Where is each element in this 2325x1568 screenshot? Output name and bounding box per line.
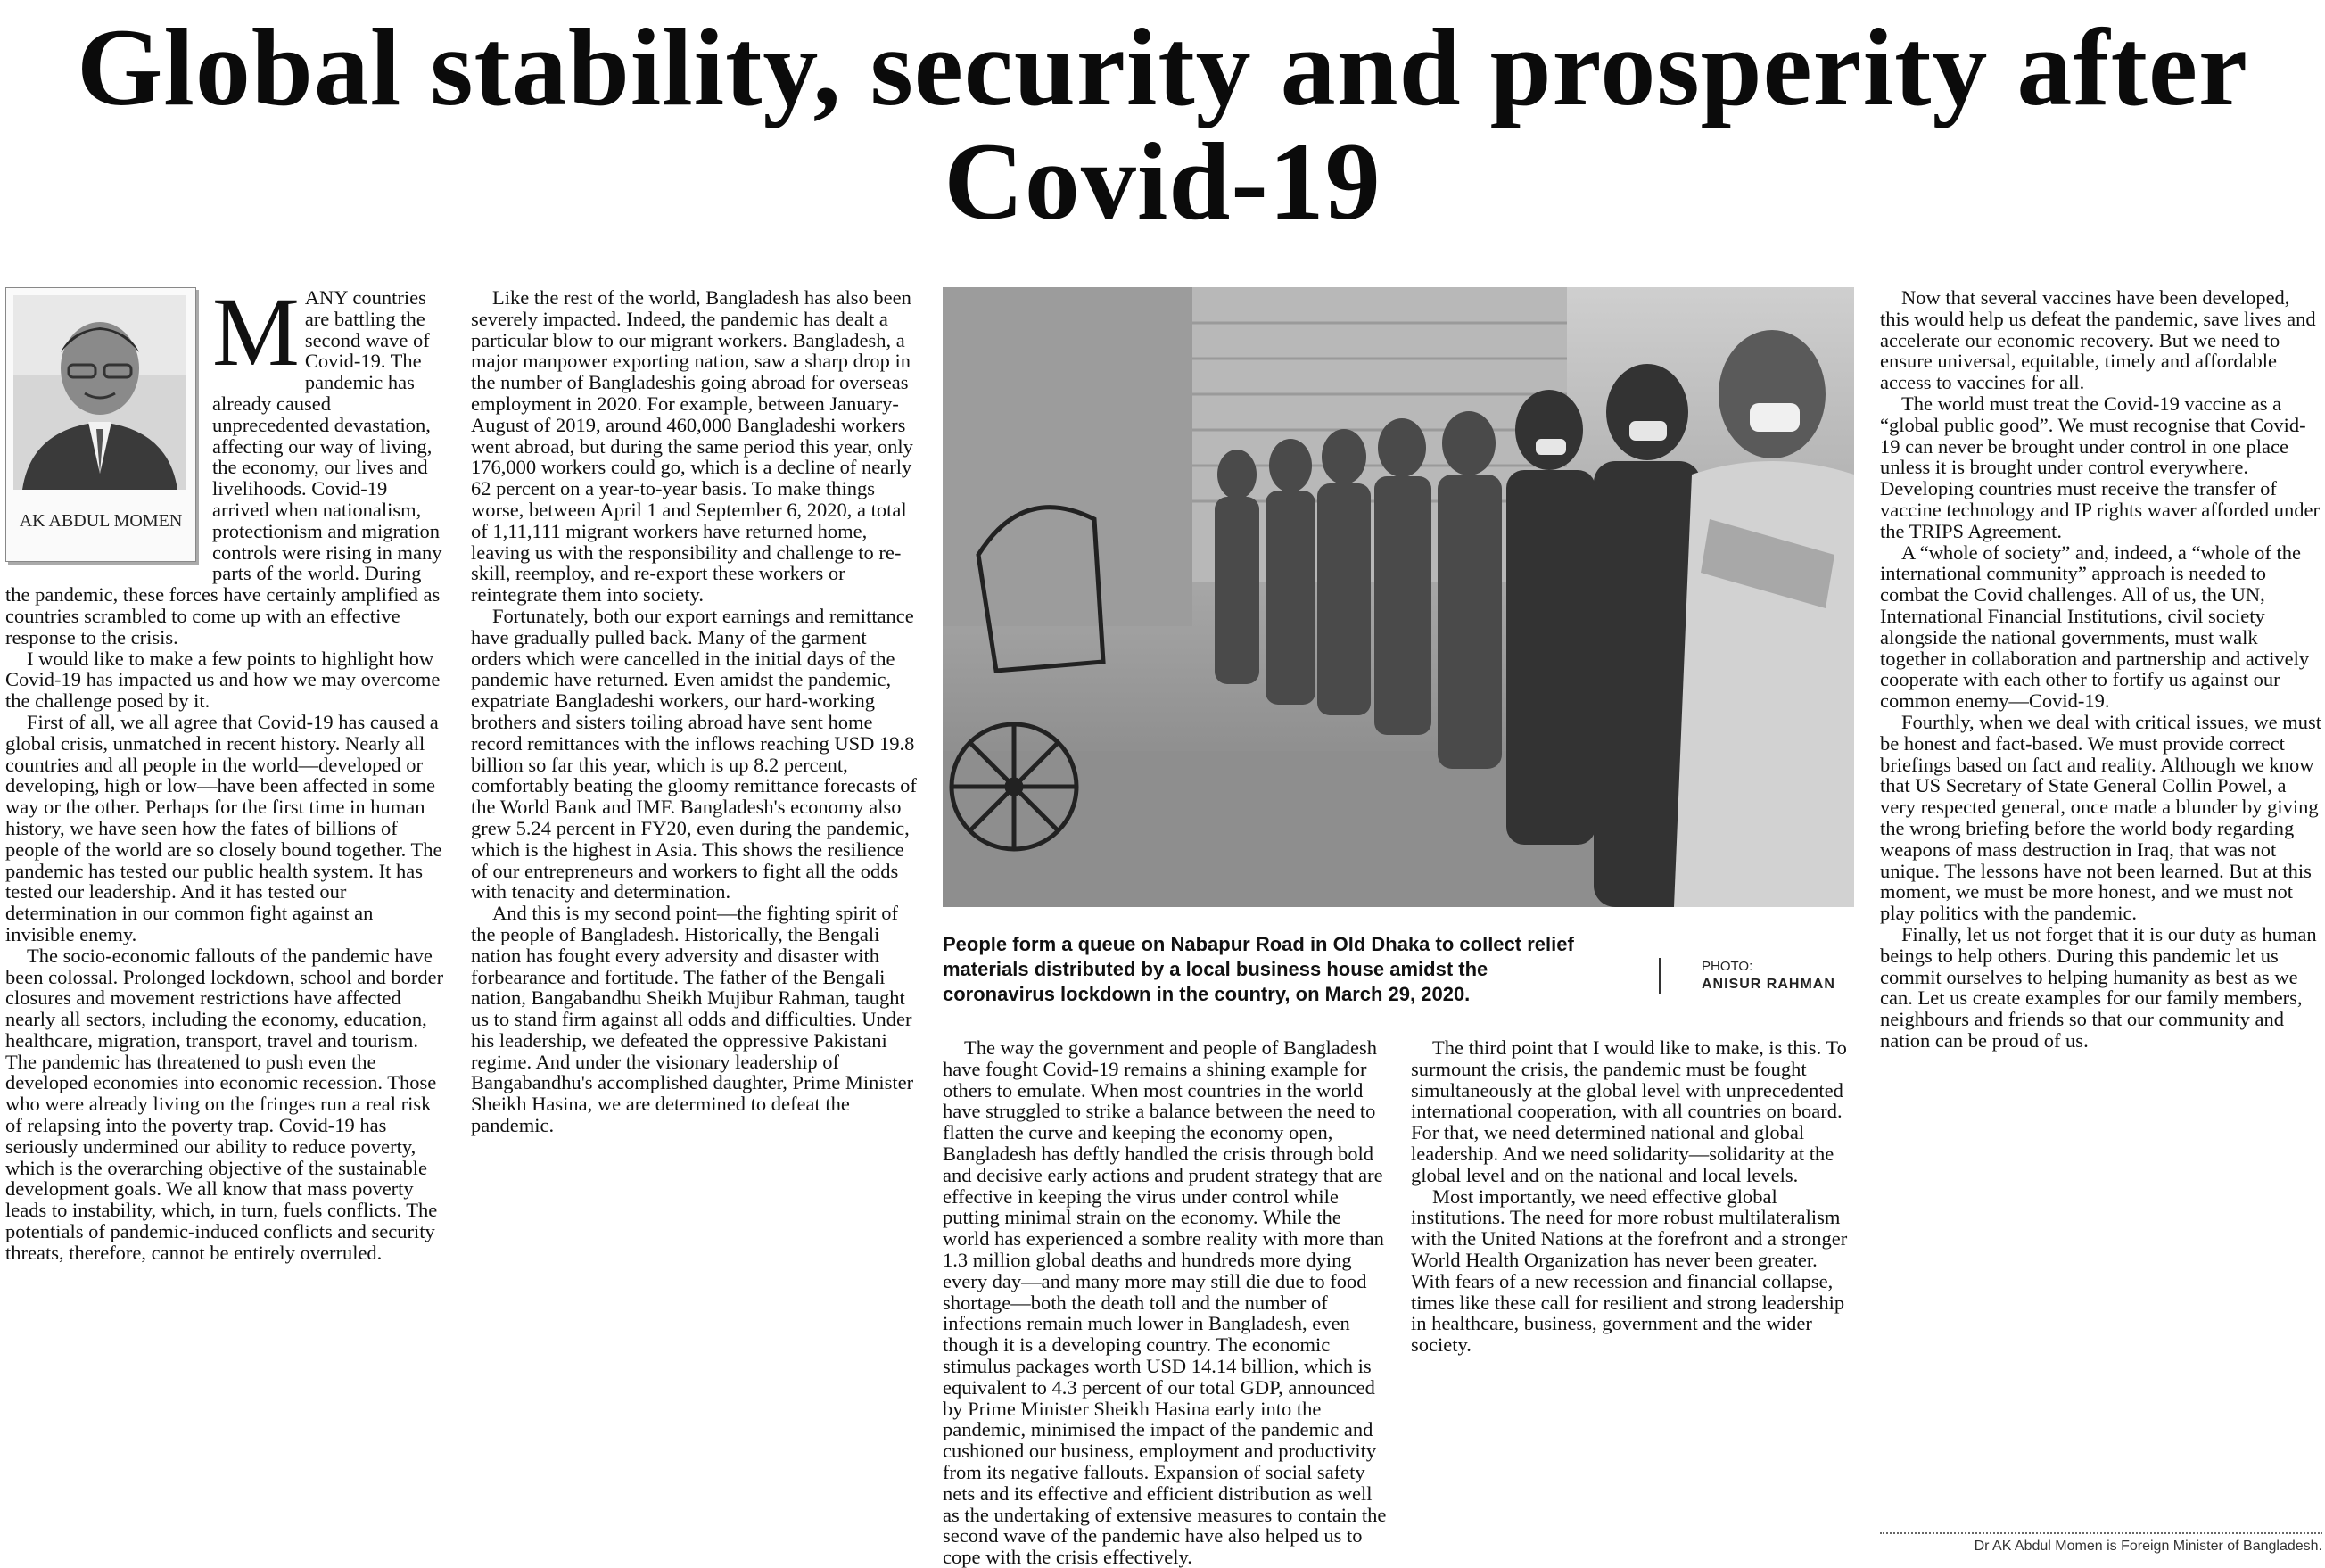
article-column-2 [471, 287, 917, 1554]
credit-divider [1659, 958, 1661, 994]
article-paragraph: I would like to make a few points to highlight how Covid-19 has impacted us and how we may overcome the challenge posed by it. [5, 647, 441, 713]
author-box [5, 287, 196, 562]
article-paragraph: Fortunately, both our export earnings and remittance have gradually pulled back. Many of the garment orders which were cancelled in the initial days of the pandemic have returned. Even amidst the pandemic, expatriate Bangladeshi workers, our hard-working brothers and sisters toiling abroad have sent home record remittances with the inflows reaching USD 19.8 billion so far this year, which is up 8.2 percent, comfortably beating the gloomy remittance forecasts of the World Bank and IMF. Bangladesh's economy also grew 5.24 percent in FY20, even during the pandemic, which is the highest in Asia. This shows the resilience of our entrepreneurs and workers to fight all the odds with tenacity and determination. [471, 604, 917, 904]
article-paragraph: The socio-economic fallouts of the pandemic have been colossal. Prolonged lockdown, school and border closures and movement restrictions have affected nearly all sectors, including the economy, education, healthcare, migration, transport, travel and tourism. The pandemic has threatened to push even the developed economies into economic recession. Those who were already living on the fringes run a real risk of relapsing into the poverty trap. Covid-19 has seriously undermined our ability to reduce poverty, which is the overarching objective of the sustainable development goals. We all know that mass poverty leads to instability, which, in turn, fuels conflicts. The potentials of pandemic-induced conflicts and security threats, therefore, cannot be entirely overruled. [5, 944, 444, 1264]
article-paragraph: MANY countries are battling the second wave of Covid-19. The pandemic has already caused unprecedented devastation, affecting our way of living, the economy, our lives and livelihoods. Covid-19 arrived when nationalism, protectionism and migration controls were rising in many parts of the world. During the pandemic, these forces have certainly amplified as countries scrambled to come up with an effective response to the crisis. [5, 277, 442, 648]
article-paragraph: A “whole of society” and, indeed, a “whole of the international community” approach is needed to combat the Covid challenges. All of us, the UN, International Financial Institutions, civil society alongside the national governments, must walk together in collaboration and partnership and actively cooperate with each other to fortify us against our common enemy—Covid-19. [1880, 541, 2310, 713]
article-paragraph: First of all, we all agree that Covid-19 has caused a global crisis, unmatched in recent history. Nearly all countries and all people in the world—developed or developing, high or low—have been affected in some way or the other. Perhaps for the first time in human history, we have seen how the fates of billions of people of the world are so closely bound together. The pandemic has tested our public health system. It has tested our leadership. And it has tested our determination in our common fight against an invisible enemy. [5, 710, 442, 945]
photo-credit-label: PHOTO: [1702, 959, 1753, 974]
author-name: AK ABDUL MOMEN [19, 511, 183, 531]
article-paragraph: The world must treat the Covid-19 vaccine as a “global public good”. We must recognise that Covid-19 can never be brought under control in one place unless it is brought under control everywhere. Developing countries must receive the transfer of vaccine technology and IP rights waver afforded under the TRIPS Agreement. [1880, 392, 2320, 542]
photo-caption: People form a queue on Nabapur Road in Old Dhaka to collect relief materials distributed by a local business house amidst the coronavirus lockdown in the country, on March 29, 2020. [943, 933, 1574, 1005]
photo-credit [1702, 958, 1858, 994]
article-paragraph: And this is my second point—the fighting spirit of the people of Bangladesh. Historically, the Bengali nation has fought every adversity and disaster with forbearance and fortitude. The father of the Bengali nation, Bangabandhu Sheikh Mujibur Rahman, taught us to stand firm against all odds and difficulties. Under his leadership, we defeated the oppressive Pakistani regime. And under the visionary leadership of Bangabandhu's accomplished daughter, Prime Minister Sheikh Hasina, we are determined to defeat the pandemic. [471, 902, 914, 1137]
author-bio-note: Dr AK Abdul Momen is Foreign Minister of Bangladesh. [1974, 1539, 2322, 1554]
article-paragraph: The way the government and people of Bangladesh have fought Covid-19 remains a shining example for others to emulate. When most countries in the world have struggled to strike a balance between the need to flatten the curve and keeping the economy open, Bangladesh has deftly handled the crisis through bold and decisive early actions and prudent strategy that are effective in keeping the virus under control while putting minimal strain on the economy. While the world has experienced a sombre reality with more than 1.3 million global deaths and hundreds more dying every day—and many more may still die due to food shortage—both the death toll and the number of infections remain much lower in Bangladesh, even though it is a developing country. The economic stimulus packages worth USD 14.14 billion, which is equivalent to 4.3 percent of our total GDP, announced by Prime Minister Sheikh Hasina early into the pandemic, minimised the impact of the pandemic and cushioned our business, employment and productivity from its negative fallouts. Expansion of social safety nets and its effective and efficient distribution as well as the undertaking of extensive measures to contain the second wave of the pandemic have also helped us to cope with the crisis effectively. [943, 1036, 1387, 1568]
article-paragraph: Like the rest of the world, Bangladesh has also been severely impacted. Indeed, the pandemic has dealt a particular blow to our migrant workers. Bangladesh, a major manpower exporting nation, saw a sharp drop in the number of Bangladeshis going abroad for overseas employment in 2020. For example, between January-August of 2019, around 460,000 Bangladeshi workers went abroad, but during the same period this year, only 176,000 workers could go, which is a decline of nearly 62 percent on a year-to-year basis. To make things worse, between April 1 and September 6, 2020, a total of 1,11,111 migrant workers have returned home, leaving us with the responsibility and challenge to re-skill, reemploy, and re-export these workers or reintegrate them into society. [471, 286, 913, 607]
article-column-4 [1411, 1037, 1857, 1555]
article-column-3 [943, 1036, 1389, 1568]
photographer-name: ANISUR RAHMAN [1702, 977, 1835, 992]
article-column-1 [5, 277, 444, 1554]
footer-divider [1880, 1532, 2322, 1534]
article-paragraph: Fourthly, when we deal with critical issues, we must be honest and fact-based. We must provide correct briefings based on fact and reality. Although we know that US Secretary of State General Collin Powel, a very respected general, once made a blunder by giving the wrong briefing before the world body regarding weapons of mass destruction in Iraq, that was not unique. The lessons have not been learned. But at this moment, we must be more honest, and we must not play politics with the pandemic. [1880, 710, 2321, 925]
article-column-5 [1880, 287, 2322, 1554]
article-paragraph: The third point that I would like to make, is this. To surmount the crisis, the pandemic must be fought simultaneously at the global level with unprecedented international cooperation, with all countries on board. For that, we need determined national and global leadership. And we need solidarity—solidarity at the global level and on the national and local levels. [1411, 1036, 1847, 1186]
headline: Global stability, security and prosperity after Covid-19 [76, 6, 2249, 243]
article-paragraph: Now that several vaccines have been developed, this would help us defeat the pandemic, save lives and accelerate our economic recovery. But we need to ensure universal, equitable, timely and affordable access to vaccines for all. [1880, 286, 2316, 394]
author-portrait [13, 295, 186, 490]
article-paragraph: Finally, let us not forget that it is our duty as human beings to help others. During this pandemic let us commit ourselves to helping humanity as best as we can. Let us create examples for our family members, neighbours and friends so that our community and nation can be proud of us. [1880, 922, 2317, 1052]
news-photo [943, 287, 1854, 907]
drop-cap: M [212, 277, 300, 386]
article-paragraph: Most importantly, we need effective global institutions. The need for more robust multilateralism with the United Nations at the forefront and a stronger World Health Organization has never been greater. With fears of a new recession and financial collapse, times like these call for resilient and strong leadership in healthcare, business, government and the wider society. [1411, 1184, 1848, 1357]
